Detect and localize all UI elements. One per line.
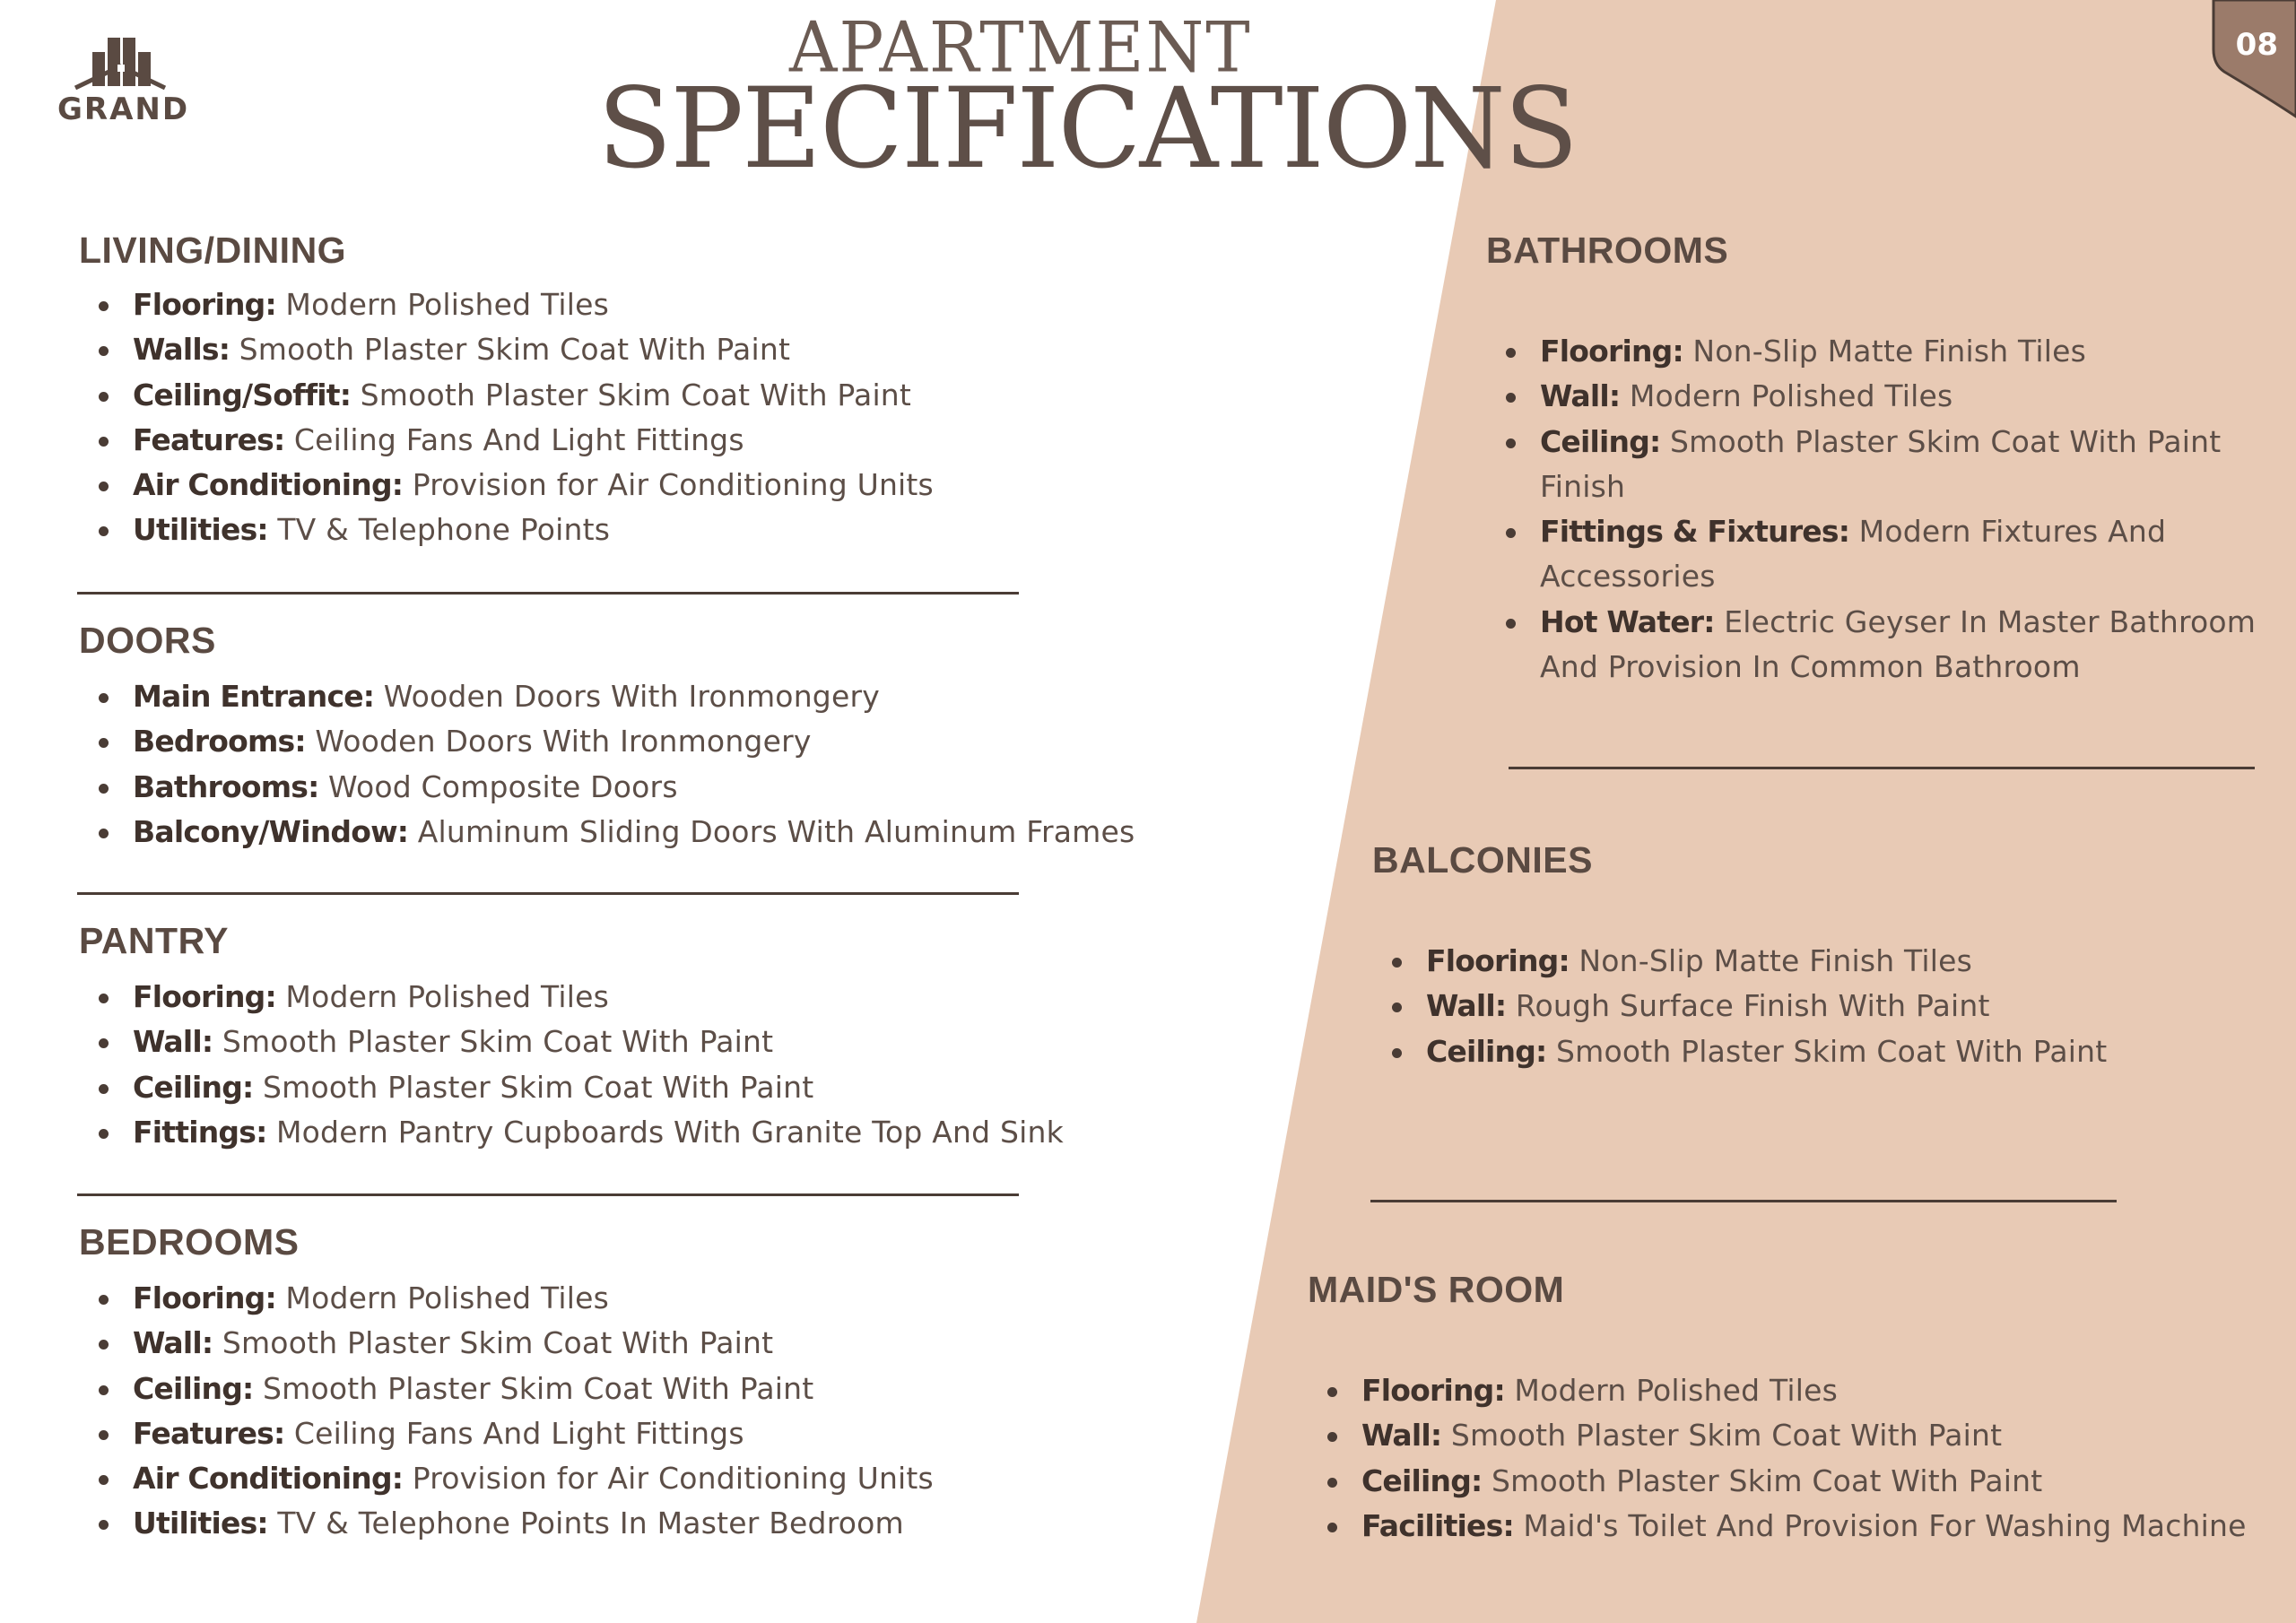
spec-item xyxy=(1486,420,2257,510)
section-doors xyxy=(79,620,1155,855)
spec-item-label: Wall: xyxy=(1426,988,1507,1024)
spec-item xyxy=(1372,939,2269,984)
spec-item-value: Modern Polished Tiles xyxy=(1514,1373,1838,1408)
spec-item xyxy=(79,975,1155,1020)
section-divider xyxy=(77,592,1019,595)
spec-item-value: Wooden Doors With Ironmongery xyxy=(383,679,880,714)
spec-item xyxy=(79,1411,1155,1456)
spec-item xyxy=(1308,1504,2276,1549)
spec-item xyxy=(1308,1413,2276,1458)
spec-item xyxy=(79,1321,1155,1366)
spec-item xyxy=(79,1020,1155,1064)
spec-item xyxy=(79,765,1155,810)
spec-item-label: Utilities: xyxy=(133,512,268,548)
spec-item xyxy=(1308,1368,2276,1413)
spec-item-value: Wooden Doors With Ironmongery xyxy=(315,724,812,759)
spec-item-label: Ceiling: xyxy=(1426,1033,1547,1069)
spec-item xyxy=(1486,374,2257,419)
spec-item-value: Ceiling Fans And Light Fittings xyxy=(293,1415,744,1451)
spec-item-label: Fittings & Fixtures: xyxy=(1540,514,1850,550)
brand-logo xyxy=(57,32,190,127)
spec-item-value: Smooth Plaster Skim Coat With Paint xyxy=(262,1370,814,1406)
spec-list xyxy=(79,674,1155,855)
spec-item-value: Non-Slip Matte Finish Tiles xyxy=(1692,334,2086,369)
section-heading: BATHROOMS xyxy=(1486,230,1729,271)
spec-item-label: Air Conditioning: xyxy=(133,467,404,503)
spec-item-value: Maid's Toilet And Provision For Washing Machine xyxy=(1523,1507,2247,1543)
spec-item-label: Ceiling: xyxy=(133,1370,254,1406)
spec-item-label: Flooring: xyxy=(1540,334,1683,369)
spec-item-value: Modern Pantry Cupboards With Granite Top And Sink xyxy=(275,1114,1064,1150)
spec-item-value: Aluminum Sliding Doors With Aluminum Frames xyxy=(417,813,1135,849)
spec-item xyxy=(79,810,1155,855)
spec-item-value: Modern Polished Tiles xyxy=(285,287,609,322)
spec-item xyxy=(79,463,1065,508)
spec-item-label: Wall: xyxy=(133,1325,213,1361)
section-divider xyxy=(1509,767,2255,769)
spec-item-value: Provision for Air Conditioning Units xyxy=(412,467,934,503)
spec-item-label: Air Conditioning: xyxy=(133,1461,404,1497)
spec-item-label: Flooring: xyxy=(133,979,276,1014)
spec-item-label: Ceiling: xyxy=(133,1069,254,1105)
spec-item xyxy=(79,1276,1155,1321)
spec-item-value: TV & Telephone Points In Master Bedroom xyxy=(277,1506,904,1541)
spec-item-value: Rough Surface Finish With Paint xyxy=(1515,988,1990,1024)
spec-item-label: Main Entrance: xyxy=(133,679,375,714)
spec-item xyxy=(79,1501,1155,1546)
spec-item xyxy=(79,418,1065,463)
spec-item xyxy=(79,674,1155,719)
spec-item-label: Facilities: xyxy=(1361,1507,1514,1543)
spec-item xyxy=(79,719,1155,764)
spec-item-value: Ceiling Fans And Light Fittings xyxy=(293,421,744,457)
spec-item-value: Wood Composite Doors xyxy=(328,768,678,804)
spec-list xyxy=(1308,1368,2276,1549)
spec-item-label: Bathrooms: xyxy=(133,768,319,804)
spec-item-value: Modern Fixtures And Accessories xyxy=(1540,514,2167,595)
spec-item xyxy=(1308,1459,2276,1504)
spec-item xyxy=(79,508,1065,552)
page-title-line-1: APARTMENT xyxy=(789,6,1252,89)
spec-item-label: Utilities: xyxy=(133,1506,268,1541)
spec-list xyxy=(1486,329,2257,690)
section-bathrooms xyxy=(1486,230,2257,690)
brand-name: GRAND xyxy=(57,91,190,127)
page-title-line-2: SPECIFICATIONS xyxy=(597,65,1578,194)
spec-item-value: Modern Polished Tiles xyxy=(285,979,609,1014)
spec-item-value: Modern Polished Tiles xyxy=(285,1280,609,1315)
section-divider xyxy=(77,892,1019,895)
spec-item xyxy=(1372,1029,2269,1074)
spec-item-value: Smooth Plaster Skim Coat With Paint xyxy=(222,1024,774,1060)
spec-item-label: Walls: xyxy=(133,332,230,368)
spec-item-label: Ceiling: xyxy=(1540,423,1661,459)
spec-item xyxy=(79,1110,1155,1155)
spec-item-value: Provision for Air Conditioning Units xyxy=(412,1461,934,1497)
spec-item-label: Balcony/Window: xyxy=(133,813,409,849)
spec-item-label: Ceiling: xyxy=(1361,1462,1483,1498)
spec-item-label: Wall: xyxy=(1361,1418,1442,1454)
spec-item xyxy=(79,1456,1155,1501)
spec-item-value: Smooth Plaster Skim Coat With Paint xyxy=(262,1069,814,1105)
section-pantry xyxy=(79,920,1155,1155)
spec-item xyxy=(1372,984,2269,1028)
section-heading: MAID'S ROOM xyxy=(1308,1269,1565,1310)
spec-item xyxy=(79,373,1065,418)
section-maids-room xyxy=(1308,1269,2276,1549)
section-heading: BALCONIES xyxy=(1372,839,1593,881)
spec-item xyxy=(79,327,1065,372)
spec-item-label: Fittings: xyxy=(133,1114,267,1150)
spec-item-label: Flooring: xyxy=(1361,1373,1505,1408)
spec-item-label: Features: xyxy=(133,421,285,457)
spec-item-label: Flooring: xyxy=(133,287,276,322)
spec-item-value: Electric Geyser In Master Bathroom And Provision In Common Bathroom xyxy=(1540,603,2257,685)
spec-item xyxy=(79,1367,1155,1411)
spec-item-value: Smooth Plaster Skim Coat With Paint xyxy=(1491,1462,2043,1498)
section-heading: DOORS xyxy=(79,620,216,661)
spec-item-label: Hot Water: xyxy=(1540,603,1715,639)
spec-list xyxy=(1372,939,2269,1074)
spec-item xyxy=(79,1065,1155,1110)
spec-list xyxy=(79,975,1155,1155)
section-heading: BEDROOMS xyxy=(79,1221,300,1263)
spec-item-label: Wall: xyxy=(1540,378,1621,414)
page-number: 08 xyxy=(2235,27,2278,63)
spec-item-value: Modern Polished Tiles xyxy=(1629,378,1953,414)
spec-item xyxy=(1486,329,2257,374)
spec-item-label: Flooring: xyxy=(133,1280,276,1315)
section-balconies xyxy=(1372,839,2269,1074)
spec-item-value: Smooth Plaster Skim Coat With Paint xyxy=(360,377,912,412)
page-badge xyxy=(2206,0,2296,126)
spec-item-label: Ceiling/Soffit: xyxy=(133,377,352,412)
spec-list xyxy=(79,1276,1155,1547)
spec-item-value: Non-Slip Matte Finish Tiles xyxy=(1578,943,1972,978)
spec-item xyxy=(1486,600,2257,690)
spec-item xyxy=(79,282,1065,327)
section-divider xyxy=(77,1193,1019,1196)
spec-item-label: Features: xyxy=(133,1415,285,1451)
section-living-dining xyxy=(79,230,1065,553)
spec-item-label: Flooring: xyxy=(1426,943,1570,978)
spec-item-value: Smooth Plaster Skim Coat With Paint xyxy=(239,332,791,368)
spec-item-value: Smooth Plaster Skim Coat With Paint xyxy=(1555,1033,2108,1069)
spec-item-label: Bedrooms: xyxy=(133,724,306,759)
spec-item-value: Smooth Plaster Skim Coat With Paint xyxy=(1450,1418,2003,1454)
spec-item xyxy=(1486,509,2257,600)
spec-item-label: Wall: xyxy=(133,1024,213,1060)
spec-item-value: TV & Telephone Points xyxy=(277,512,611,548)
spec-item-value: Smooth Plaster Skim Coat With Paint Finish xyxy=(1540,423,2222,504)
spec-list xyxy=(79,282,1065,553)
section-divider xyxy=(1370,1200,2117,1202)
section-bedrooms xyxy=(79,1221,1155,1547)
section-heading: LIVING/DINING xyxy=(79,230,347,271)
building-icon xyxy=(71,32,170,95)
section-heading: PANTRY xyxy=(79,920,229,961)
spec-item-value: Smooth Plaster Skim Coat With Paint xyxy=(222,1325,774,1361)
